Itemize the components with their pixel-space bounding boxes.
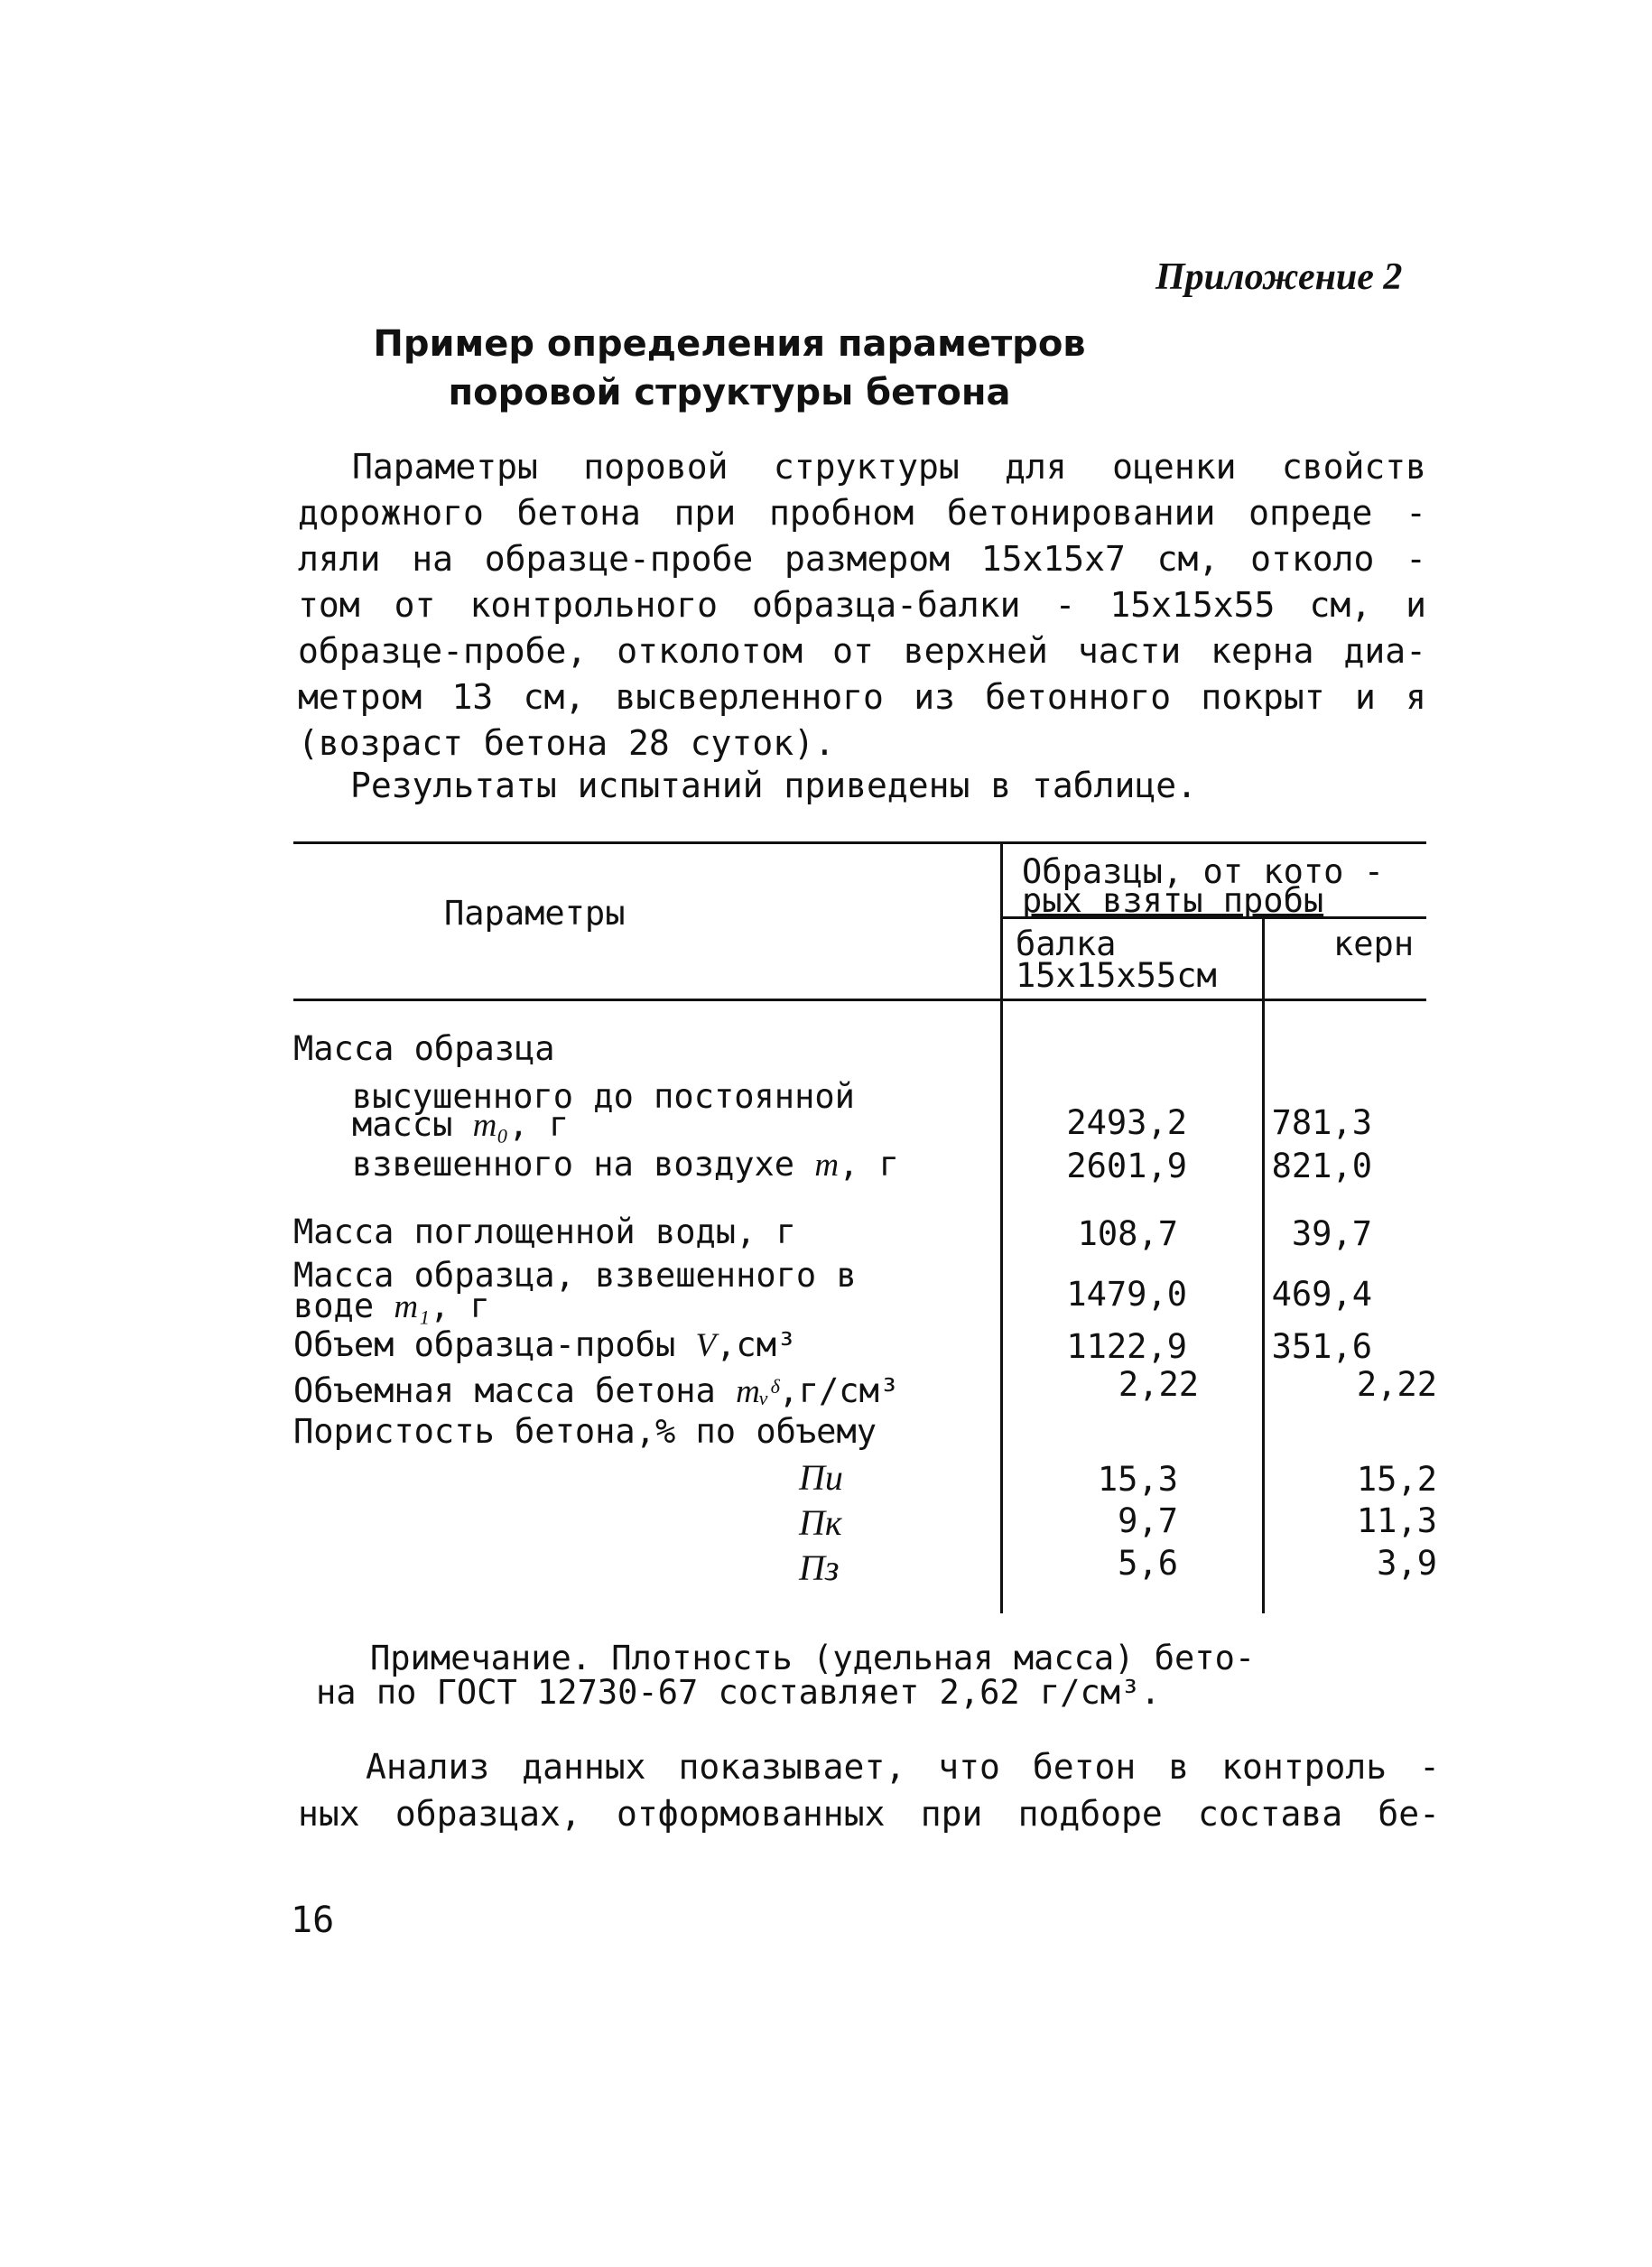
intro-line-7: (возраст бетона 28 суток). [298,723,835,763]
intro-line-1: Параметры поровой структуры для оценки свойств [352,447,1426,487]
row-label-volume-unit: ,см³ [716,1325,797,1364]
row-label-density-text: Объемная масса бетона [293,1371,716,1410]
pz-core-value: 3,9 [1377,1544,1437,1583]
row-label-water: Масса поглощенной воды, г [293,1212,796,1251]
pi-core-value: 15,2 [1356,1460,1437,1499]
air-core-value: 821,0 [1271,1147,1372,1185]
porosity-pz-symbol: Пз [799,1547,840,1588]
inwater-beam-value: 1479,0 [1066,1275,1187,1314]
inwater-core-value: 469,4 [1271,1275,1372,1314]
row-label-mass: Масса образца [293,1029,555,1068]
pi-beam-value: 15,3 [1097,1460,1178,1499]
row-label-volume-text: Объем образца-пробы [293,1325,676,1364]
table-top-rule [293,841,1426,844]
intro-line-2: дорожного бетона при пробном бетонировании опреде - [298,493,1426,533]
intro-line-3: ляли на образце-пробе размером 15х15х7 см, отколо - [298,539,1426,579]
results-line: Результаты испытаний приведены в таблице. [350,766,1197,805]
air-beam-value: 2601,9 [1066,1147,1187,1185]
density-beam-value: 2,22 [1118,1365,1199,1404]
density-symbol: mᵥᵟ [736,1373,779,1410]
row-label-dried-unit: , г [508,1105,570,1144]
row-label-dried-line-1: высушенного до постоянной [352,1077,855,1116]
header-core: керн [1333,924,1415,963]
pk-beam-value: 9,7 [1118,1501,1178,1540]
dried-beam-value: 2493,2 [1066,1103,1187,1142]
header-beam-line-2: 15х15х55см [1016,956,1217,995]
intro-line-6: метром 13 см, высверленного из бетонного покрыт и я [298,677,1426,717]
header-samples-line-2: рых взяты пробы [1022,881,1324,920]
table-note [316,1639,1453,1712]
table-header-rule [293,999,1426,1001]
appendix-label: Приложение 2 [1155,256,1403,298]
row-label-inwater-text: воде [293,1287,375,1325]
volume-beam-value: 1122,9 [1066,1327,1187,1366]
row-label-air-unit: , г [839,1145,899,1184]
row-label-air-text: взвешенного на воздухе [352,1145,795,1184]
pz-beam-value: 5,6 [1118,1544,1178,1583]
volume-symbol: V [695,1327,717,1364]
row-label-air [352,1147,899,1184]
page-number: 16 [291,1900,335,1941]
row-label-volume [293,1327,796,1364]
row-label-porosity: Пористость бетона,% по объему [293,1412,877,1451]
row-label-density [293,1373,899,1410]
intro-line-5: образце-пробе, отколотом от верхней части керна диа- [298,631,1426,671]
header-samples-line-1: Образцы, от кото - [1022,852,1384,891]
row-label-inwater-unit: , г [429,1287,490,1325]
volume-core-value: 351,6 [1271,1327,1372,1366]
mass-air-symbol: m [814,1147,840,1184]
header-beam-line-1: балка [1016,924,1117,963]
porosity-pk-symbol: Пк [799,1502,842,1543]
mass-water-symbol: m₁ [394,1288,430,1325]
row-label-inwater-line-2 [293,1288,490,1325]
dried-core-value: 781,3 [1271,1103,1372,1142]
row-label-dried-text: массы [352,1105,453,1144]
section-title-line-1: Пример определения параметров [373,323,1086,365]
row-label-density-unit: ,г/см³ [778,1371,900,1410]
table-note-line-2: на по ГОСТ 12730-67 составляет 2,62 г/см³. [316,1673,1161,1712]
density-core-value: 2,22 [1356,1365,1437,1404]
mass-dry-symbol: m₀ [472,1107,509,1144]
header-parameters: Параметры [444,894,626,933]
row-label-inwater-line-1: Масса образца, взвешенного в [293,1256,857,1295]
water-core-value: 39,7 [1291,1214,1372,1253]
pk-core-value: 11,3 [1356,1501,1437,1540]
section-title-line-2: поровой структуры бетона [448,372,1011,413]
intro-line-4: том от контрольного образца-балки - 15х15х55 см, и [298,585,1426,625]
water-beam-value: 108,7 [1077,1214,1178,1253]
analysis-line-1: Анализ данных показывает, что бетон в контроль - [366,1747,1440,1787]
porosity-pi-symbol: Пи [799,1457,843,1498]
row-label-dried-line-2 [352,1107,569,1144]
table-note-line-1: Примечание. Плотность (удельная масса) бето- [370,1639,1256,1677]
analysis-line-2: ных образцах, отформованных при подборе состава бе- [298,1794,1440,1834]
